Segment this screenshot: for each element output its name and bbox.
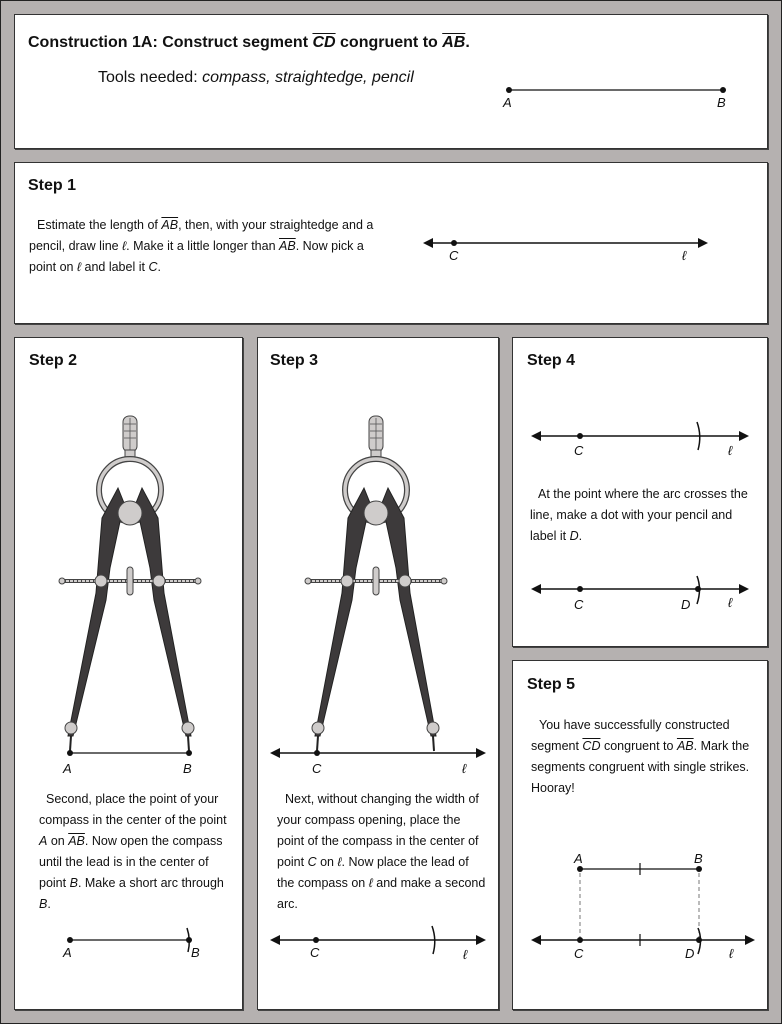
point-c-label: C bbox=[574, 946, 584, 961]
header-panel bbox=[14, 14, 768, 149]
step2-text bbox=[39, 789, 231, 915]
compass-part bbox=[188, 736, 189, 751]
text: You have successfully constructed segment bbox=[531, 718, 730, 753]
arrow-left-icon bbox=[270, 748, 280, 758]
step4-title: Step 4 bbox=[527, 352, 576, 369]
compass-part bbox=[68, 488, 124, 736]
point-d: D bbox=[569, 529, 579, 543]
line-l-label: ℓ bbox=[729, 946, 734, 961]
step3-arc-diagram bbox=[258, 918, 500, 978]
line-l-label: ℓ bbox=[682, 248, 687, 263]
segment-cd: $\overline{CD}$ bbox=[582, 739, 601, 753]
point-b-dot bbox=[186, 750, 192, 756]
compass-part bbox=[364, 501, 388, 525]
compass-part bbox=[65, 722, 77, 734]
text: At the point where the arc crosses the line, make a dot with your pencil and label it bbox=[530, 487, 748, 543]
title-text: congruent to bbox=[335, 34, 443, 51]
text: congruent to bbox=[600, 739, 677, 753]
compass-part bbox=[373, 567, 379, 595]
compass-part bbox=[95, 575, 107, 587]
step4-panel bbox=[512, 337, 768, 647]
compass-part bbox=[312, 722, 324, 734]
compass-part bbox=[70, 736, 71, 751]
line-l: ℓ bbox=[368, 876, 373, 890]
point-c-dot bbox=[314, 750, 320, 756]
arrow-left-icon bbox=[531, 935, 541, 945]
line-l-label: ℓ bbox=[728, 443, 733, 458]
text: and make a second arc. bbox=[277, 876, 486, 911]
segment-ab: $\overline{AB}$ bbox=[161, 218, 179, 232]
point-b: B bbox=[69, 876, 78, 890]
arrow-right-icon bbox=[745, 935, 755, 945]
compass-part bbox=[195, 578, 201, 584]
point-a-dot bbox=[577, 866, 583, 872]
point-c-label: C bbox=[574, 597, 584, 612]
compass-part bbox=[315, 488, 370, 736]
line-l-label: ℓ bbox=[462, 761, 467, 776]
point-c-dot bbox=[313, 937, 319, 943]
point-c-label: C bbox=[310, 945, 320, 960]
text: and label it bbox=[81, 260, 149, 274]
point-b-label: B bbox=[717, 95, 726, 110]
point-b-label: B bbox=[694, 851, 703, 866]
line-l: ℓ bbox=[337, 855, 342, 869]
point-a-dot bbox=[506, 87, 512, 93]
step1-title: Step 1 bbox=[28, 177, 77, 194]
arrow-left-icon bbox=[531, 431, 541, 441]
text: . Now place the lead of the compass on bbox=[277, 855, 469, 890]
compass-part bbox=[127, 567, 133, 595]
arrow-right-icon bbox=[476, 935, 486, 945]
point-b-label: B bbox=[191, 945, 200, 960]
compass-part bbox=[305, 578, 311, 584]
text: , then, with your straightedge and a pencil, draw line bbox=[29, 218, 374, 253]
compass-illustration bbox=[59, 416, 201, 751]
point-c-label: C bbox=[574, 443, 584, 458]
text: . Make a short arc through bbox=[77, 876, 224, 890]
point-a-label: A bbox=[574, 851, 583, 866]
point-c-label: C bbox=[312, 761, 322, 776]
text: on bbox=[47, 834, 69, 848]
step5-title: Step 5 bbox=[527, 676, 576, 693]
step2-title: Step 2 bbox=[29, 352, 78, 369]
text: on bbox=[316, 855, 338, 869]
compass-part bbox=[182, 722, 194, 734]
point-b-dot bbox=[720, 87, 726, 93]
compass-part bbox=[441, 578, 447, 584]
step5-congruence-diagram bbox=[513, 661, 769, 1011]
text: . bbox=[578, 529, 583, 543]
segment-cd: $\overline{CD}$ bbox=[312, 34, 336, 51]
compass-part bbox=[399, 575, 411, 587]
text: . bbox=[47, 897, 51, 911]
step5-panel bbox=[512, 660, 768, 1010]
title-text: . bbox=[465, 34, 470, 51]
step4-text bbox=[530, 484, 758, 547]
arrow-right-icon bbox=[739, 584, 749, 594]
arrow-left-icon bbox=[531, 584, 541, 594]
compass-part bbox=[136, 488, 191, 736]
segment-ab: $\overline{AB}$ bbox=[442, 34, 466, 51]
compass-part bbox=[433, 736, 434, 751]
point-b-dot bbox=[696, 866, 702, 872]
point-b: B bbox=[39, 897, 48, 911]
point-c-dot bbox=[451, 240, 457, 246]
step2-arc-diagram bbox=[15, 918, 244, 978]
point-c-dot bbox=[577, 433, 583, 439]
compass-part bbox=[59, 578, 65, 584]
compass-part bbox=[341, 575, 353, 587]
text: Second, place the point of your compass in the center of the point bbox=[39, 792, 227, 827]
arrow-left-icon bbox=[270, 935, 280, 945]
compass-part bbox=[382, 488, 436, 736]
compass-part bbox=[427, 722, 439, 734]
point-c: C bbox=[307, 855, 317, 869]
line-l-label: ℓ bbox=[728, 595, 733, 610]
point-c-dot bbox=[577, 586, 583, 592]
line-l: ℓ bbox=[76, 260, 82, 274]
text: . Now open the compass until the lead is in the center of point bbox=[39, 834, 223, 890]
compass-illustration bbox=[305, 416, 447, 751]
text: . Make it a little longer than bbox=[126, 239, 280, 253]
point-a-label: A bbox=[63, 761, 72, 776]
compass-part bbox=[153, 575, 165, 587]
point-d-label: D bbox=[681, 597, 691, 612]
tools-list: compass, straightedge, pencil bbox=[202, 69, 414, 86]
text: Next, without changing the width of your compass opening, place the point of the compass in the center of point bbox=[277, 792, 479, 869]
text: Estimate the length of bbox=[37, 218, 162, 232]
step3-panel bbox=[257, 337, 499, 1010]
arrow-right-icon bbox=[476, 748, 486, 758]
tools-label: Tools needed: bbox=[98, 69, 203, 86]
step3-title: Step 3 bbox=[270, 352, 319, 369]
point-a-label: A bbox=[503, 95, 512, 110]
compass-part bbox=[317, 736, 318, 751]
arrow-right-icon bbox=[739, 431, 749, 441]
step1-panel bbox=[14, 162, 768, 324]
text: . Mark the segments congruent with single strikes. Hooray! bbox=[531, 739, 750, 795]
point-b-label: B bbox=[183, 761, 192, 776]
text: . Now pick a point on bbox=[29, 239, 364, 274]
compass-part bbox=[118, 501, 142, 525]
text: . bbox=[157, 260, 161, 274]
point-a-dot bbox=[67, 750, 73, 756]
point-c-dot bbox=[577, 937, 583, 943]
line-l: ℓ bbox=[122, 239, 127, 253]
line-l-label: ℓ bbox=[463, 947, 468, 962]
point-c: C bbox=[148, 260, 158, 274]
point-a-dot bbox=[67, 937, 73, 943]
segment-ab-diagram bbox=[15, 15, 769, 150]
step2-panel bbox=[14, 337, 243, 1010]
segment-ab: $\overline{AB}$ bbox=[279, 239, 296, 253]
arrow-right-icon bbox=[698, 238, 708, 248]
segment-ab: $\overline{AB}$ bbox=[68, 834, 85, 848]
point-a-label: A bbox=[63, 945, 72, 960]
point-c-label: C bbox=[449, 248, 459, 263]
point-a: A bbox=[39, 834, 48, 848]
point-d-label: D bbox=[685, 946, 695, 961]
step1-line-diagram bbox=[15, 163, 769, 325]
step3-text bbox=[277, 789, 487, 915]
title-text: Construction 1A: Construct segment bbox=[28, 34, 313, 51]
segment-ab: $\overline{AB}$ bbox=[676, 739, 694, 753]
arrow-left-icon bbox=[423, 238, 433, 248]
